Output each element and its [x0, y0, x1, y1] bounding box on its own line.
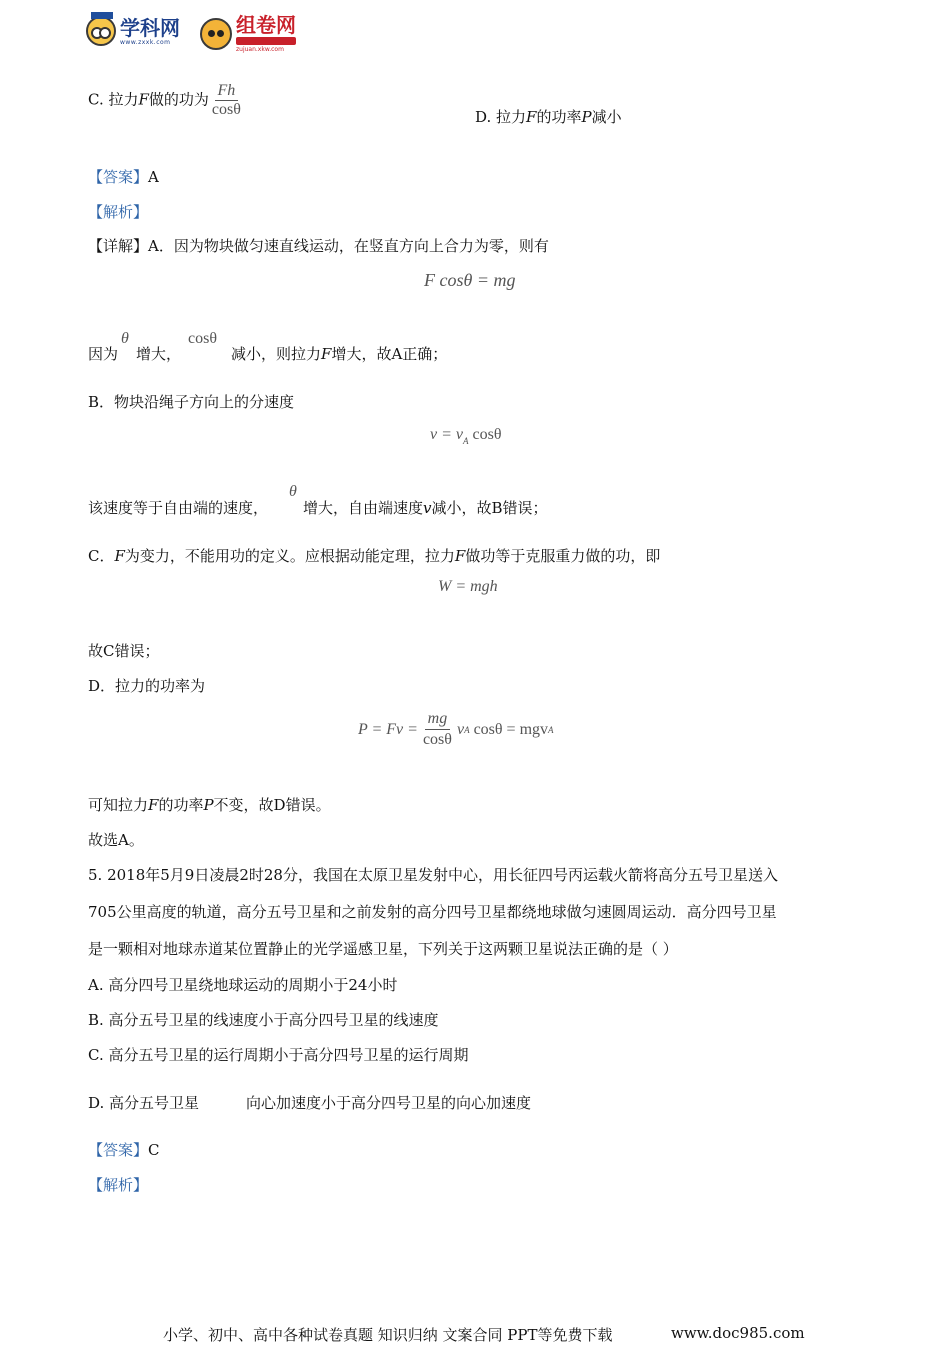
- q4-line-b2: 该速度等于自由端的速度，: [88, 499, 269, 517]
- q4-answer: 【答案】A: [88, 168, 159, 186]
- logo1-name: 学科网: [120, 15, 180, 40]
- q4-option-d: D. 拉力F的功率P减小: [475, 108, 622, 126]
- zujuan-logo: [200, 14, 296, 53]
- q4-line-d1: D．拉力的功率为: [88, 677, 206, 695]
- theta-symbol: θ: [121, 330, 129, 347]
- mascot-icon: [86, 16, 116, 46]
- q5-stem-line3: 是一颗相对地球赤道某位置静止的光学遥感卫星，下列关于这两颗卫星说法正确的是（ ）: [88, 940, 678, 958]
- q5-option-c: C. 高分五号卫星的运行周期小于高分四号卫星的运行周期: [88, 1046, 469, 1064]
- q4-line-c2: 故C错误；: [88, 642, 160, 660]
- fraction-fh-costheta: $\frac{Fh}{\cos\theta}$: [211, 82, 241, 118]
- footer-text: 小学、初中、高中各种试卷真题 知识归纳 文案合同 PPT等免费下载: [163, 1326, 613, 1344]
- logo2-name: 组卷网: [236, 13, 296, 37]
- costheta-symbol: cosθ: [188, 330, 217, 347]
- zxxk-logo: [86, 16, 180, 46]
- q4-conclusion: 故选A。: [88, 831, 144, 849]
- q4-analysis-tag: 【解析】: [88, 203, 149, 221]
- q4-detail-a: 【详解】A．因为物块做匀速直线运动，在竖直方向上合力为零，则有: [88, 237, 549, 255]
- q4-line-a2-rest: 减小，则拉力F增大，故A正确；: [231, 345, 448, 363]
- q4-line-c1: C．F为变力，不能用功的定义。应根据动能定理，拉力F做功等于克服重力做的功，即: [88, 547, 661, 565]
- q5-option-b: B. 高分五号卫星的线速度小于高分四号卫星的线速度: [88, 1011, 439, 1029]
- q4-line-d2: 可知拉力F的功率P不变，故D错误。: [88, 796, 331, 814]
- logo1-url: www.zxxk.com: [120, 38, 171, 46]
- equation-4: P = Fv = $\frac{mg}{\cos\theta}$ v A cosθ = mgv A: [358, 710, 554, 748]
- q5-answer: 【答案】C: [88, 1141, 160, 1159]
- q5-stem-line2: 705公里高度的轨道，高分五号卫星和之前发射的高分四号卫星都绕地球做匀速圆周运动．高分四号卫星: [88, 903, 777, 921]
- q4-line-b2-rest: 增大，自由端速度v减小，故B错误；: [303, 499, 548, 517]
- theta-symbol: θ: [289, 483, 297, 500]
- equation-3: W = mgh: [438, 578, 498, 595]
- q5-stem-line1: 5. 2018年5月9日凌晨2时28分，我国在太原卫星发射中心，用长征四号丙运载火箭将高分五号卫星送入: [88, 866, 778, 884]
- equation-2: $v = v_A$ cosθ: [430, 426, 502, 446]
- logo2-url: zujuan.xkw.com: [236, 46, 284, 53]
- q5-analysis-tag: 【解析】: [88, 1176, 149, 1194]
- q4-line-a2-increase: 增大，: [136, 345, 182, 363]
- q5-option-a: A. 高分四号卫星绕地球运动的周期小于24小时: [88, 976, 398, 994]
- q4-detail-b: B．物块沿绳子方向上的分速度: [88, 393, 295, 411]
- q4-line-a2: 因为: [88, 345, 119, 363]
- mascot-icon: [200, 18, 232, 50]
- equation-1: F cosθ = mg: [424, 270, 516, 290]
- footer-url[interactable]: www.doc985.com: [671, 1324, 805, 1342]
- q4-option-c: C. 拉力F做的功为 $\frac{Fh}{\cos\theta}$: [88, 83, 244, 118]
- q5-option-d: D. 高分五号卫星 向心加速度小于高分四号卫星的向心加速度: [88, 1094, 532, 1112]
